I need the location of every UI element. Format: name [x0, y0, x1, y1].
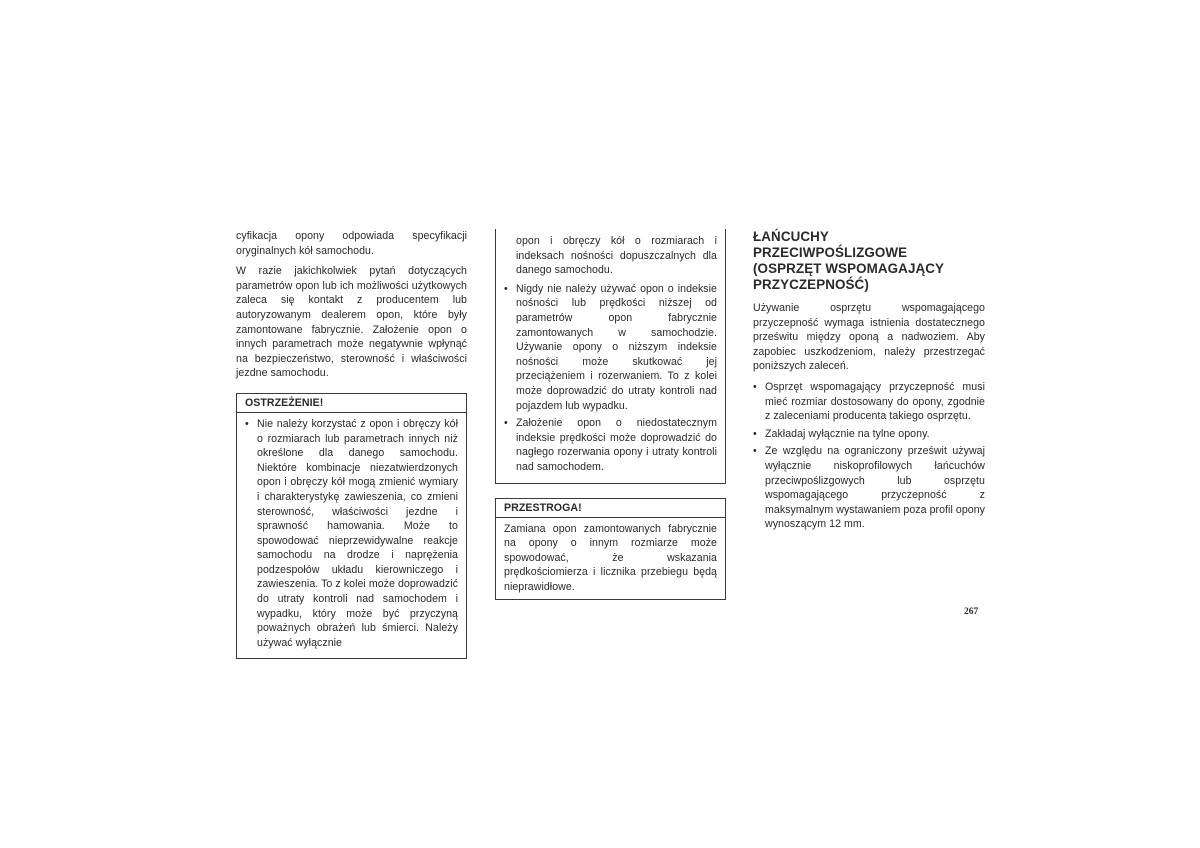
- list-item: [245, 417, 458, 651]
- right-column: [753, 229, 985, 535]
- bullet-icon: •: [753, 380, 757, 393]
- list-item: [504, 416, 717, 474]
- list-item-text: Osprzęt wspomagający przyczepność musi mieć rozmiar dostosowany do opony, zgodnie z zaleceniami producenta takiego osprzętu.: [765, 380, 985, 423]
- warning-item-text: Nigdy nie należy używać opon o indeksie nośności lub prędkości niższej od parametrów opon fabrycznie zamontowanych w samochodzie. Używanie opony o niższym indeksie nośności może skutkować jej przeciążeniem i rozerwaniem. To z kolei może doprowadzić do utraty kontroli nad pojazdem lub wypadku.: [516, 282, 717, 412]
- middle-column: [495, 229, 726, 600]
- paragraph-tire-questions: W razie jakichkolwiek pytań dotyczących parametrów opon lub ich możliwości użytkowych zaleca się kontakt z producentem lub autoryzowanym dealerem opon, które były zamontowane fabrycznie. Założenie opon o innych parametrach może negatywnie wpłynąć na bezpieczeństwo, sterowność i właściwości jezdne samochodu.: [236, 265, 467, 380]
- caution-box: [495, 498, 726, 601]
- page-number: 267: [964, 607, 979, 617]
- section-intro: Używanie osprzętu wspomagającego przyczepność wymaga istnienia dostatecznego prześwitu między oponą a nadwoziem. Aby zapobiec uszkodzeniom, należy przestrzegać poniższych zaleceń.: [753, 302, 985, 373]
- warning-title: OSTRZEŻENIE!: [237, 394, 466, 413]
- warning-box: [236, 393, 467, 660]
- paragraph-spec-continuation: cyfikacja opony odpowiada specyfikacji oryginalnych kół samochodu.: [236, 230, 467, 257]
- bullet-icon: •: [753, 445, 757, 458]
- snow-chain-list: [753, 380, 985, 532]
- warning-continued-list: [504, 282, 717, 475]
- bullet-icon: •: [753, 427, 757, 440]
- warning-continued-lead: opon i obręczy kół o rozmiarach i indeksach nośności dopuszczalnych dla danego samochodu.: [516, 235, 717, 277]
- warning-item-text: Nie należy korzystać z opon i obręczy kół o rozmiarach lub parametrach innych niż określone dla danego samochodu. Niektóre kombinacje niezatwierdzonych opon i obręczy kół mogą zmienić wymiary i charakterystykę zawieszenia, co zmieni sterowność, właściwości jezdne i sprawność hamowania. Może to spowodować nieprzewidywalne reakcje samochodu na drodze i naprężenia podzespołów układu kierowniczego i zawieszenia. To z kolei może doprowadzić do utraty kontroli nad samochodem i wypadku, który może być przyczyną poważnych obrażeń lub śmierci. Należy używać wyłącznie: [257, 417, 458, 649]
- bullet-icon: •: [245, 417, 249, 430]
- bullet-icon: •: [504, 282, 508, 295]
- warning-body: [237, 413, 466, 659]
- bullet-icon: •: [504, 417, 508, 430]
- section-title: [753, 229, 985, 293]
- section-title-line: PRZYCZEPNOŚĆ): [753, 277, 869, 292]
- warning-continued-box: [495, 229, 726, 484]
- caution-text: Zamiana opon zamontowanych fabrycznie na opony o innym rozmiarze może spowodować, że wskazania prędkościomierza i licznika przebiegu będą nieprawidłowe.: [504, 522, 717, 593]
- warning-item-text: Założenie opon o niedostatecznym indeksie prędkości może doprowadzić do nagłego rozerwania opony i utraty kontroli nad samochodem.: [516, 417, 717, 473]
- list-item: [753, 444, 985, 532]
- list-item: [753, 380, 985, 424]
- list-item-text: Ze względu na ograniczony prześwit używaj wyłącznie niskoprofilowych łańcuchów przeciwpoślizgowych lub osprzętu wspomagającego przyczepność z maksymalnym wystawaniem poza profil opony wynoszącym 12 mm.: [765, 445, 985, 531]
- left-column: [236, 229, 467, 659]
- list-item: [753, 427, 985, 442]
- caution-body: [496, 518, 725, 600]
- section-title-line: ŁAŃCUCHY PRZECIWPOŚLIZGOWE: [753, 229, 908, 260]
- list-item-text: Zakładaj wyłącznie na tylne opony.: [765, 427, 930, 440]
- section-title-line: (OSPRZĘT WSPOMAGAJĄCY: [753, 261, 945, 276]
- caution-title: PRZESTROGA!: [496, 499, 725, 518]
- list-item: [504, 282, 717, 413]
- warning-list: [245, 417, 458, 651]
